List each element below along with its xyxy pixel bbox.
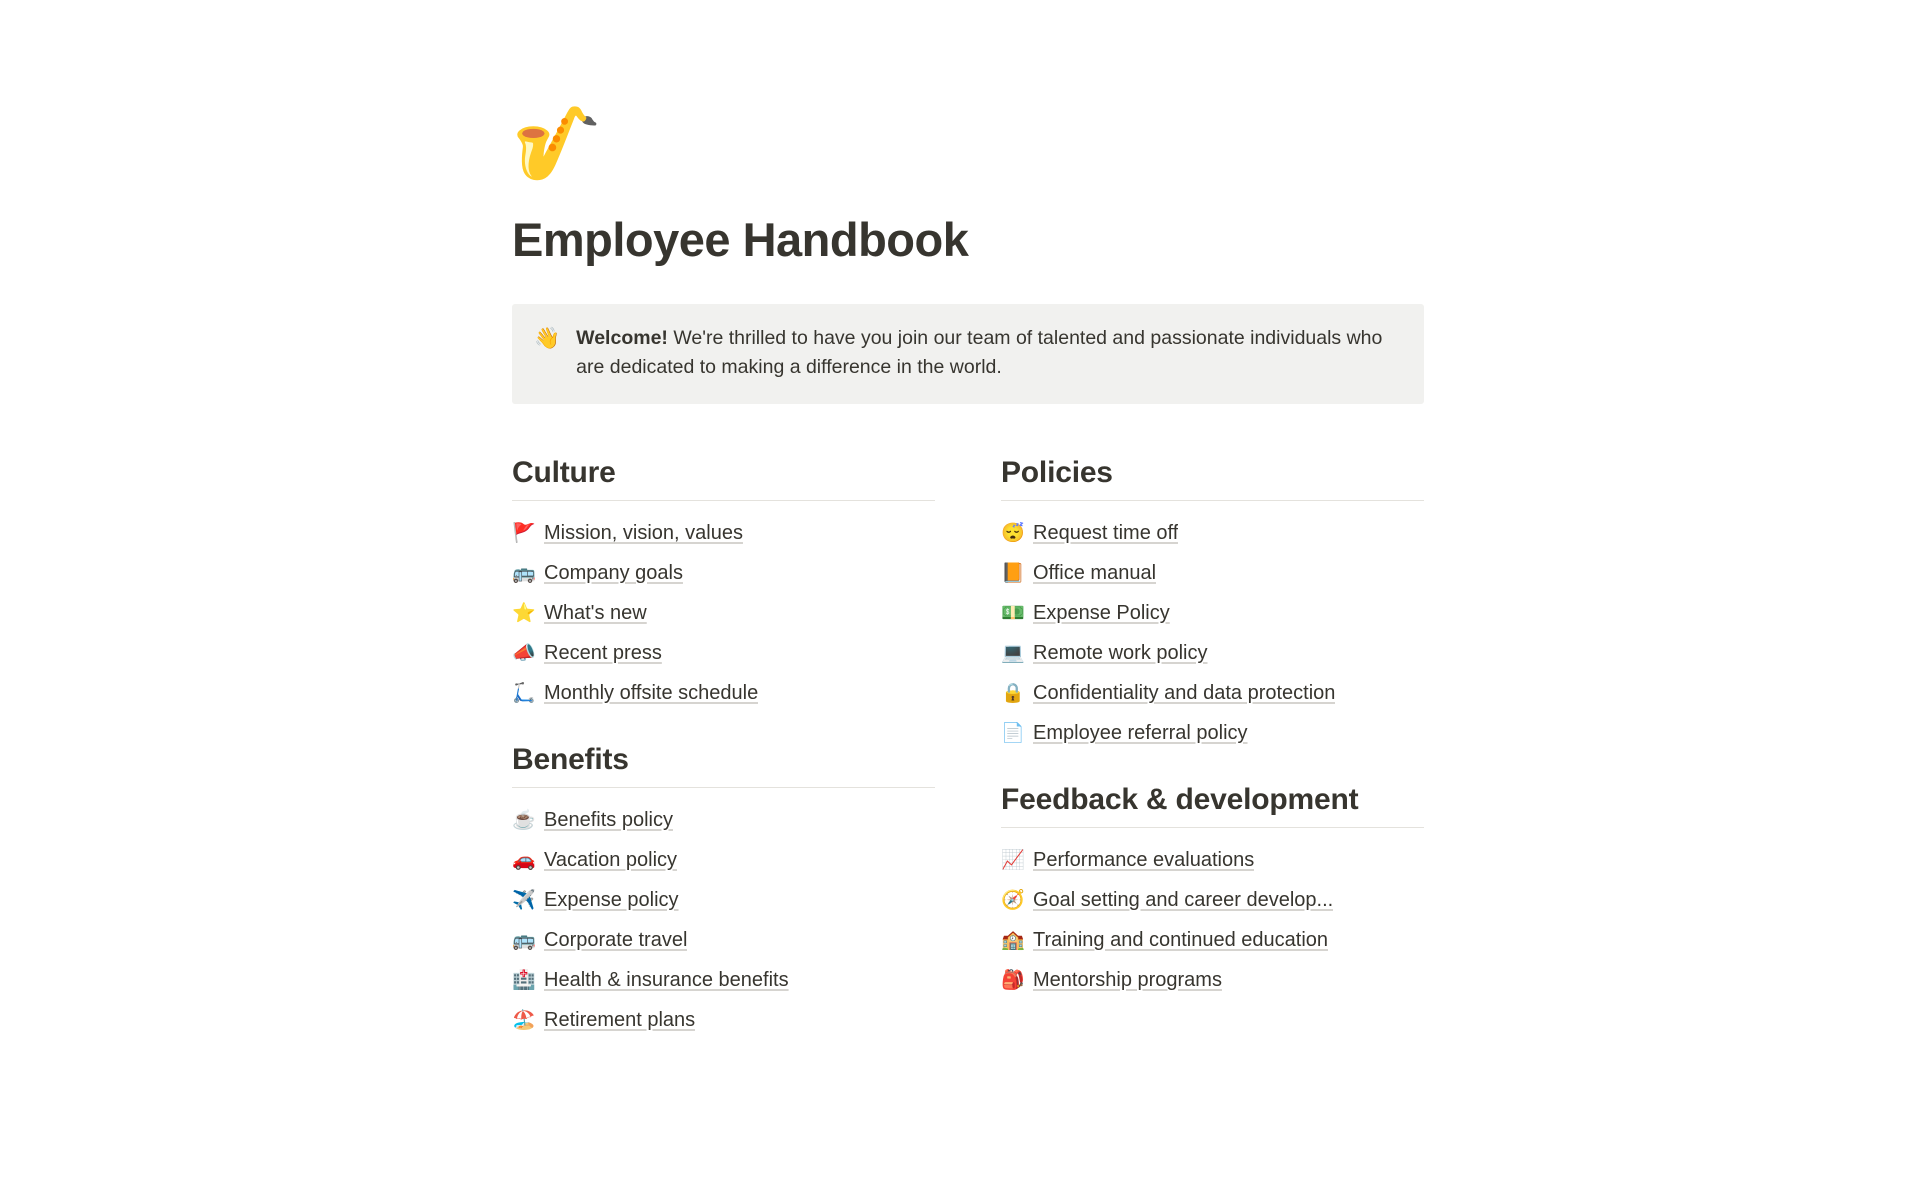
list-item[interactable] bbox=[512, 880, 935, 920]
link-training-and-continued-education[interactable]: Training and continued education bbox=[1033, 929, 1329, 952]
page-title: Employee Handbook bbox=[512, 213, 969, 266]
link-vacation-policy[interactable]: Vacation policy bbox=[544, 849, 678, 872]
list-item[interactable] bbox=[512, 1000, 935, 1040]
document-content bbox=[512, 104, 1424, 1066]
section-culture bbox=[512, 456, 935, 713]
link-whats-new[interactable]: What's new bbox=[544, 602, 647, 625]
airplane-icon: ✈️ bbox=[512, 889, 536, 911]
welcome-callout bbox=[512, 304, 1424, 405]
beach-icon: 🏖️ bbox=[512, 1009, 536, 1031]
list-item[interactable] bbox=[512, 513, 935, 553]
megaphone-icon: 📣 bbox=[512, 642, 536, 664]
link-corporate-travel[interactable]: Corporate travel bbox=[544, 929, 688, 952]
list-item[interactable] bbox=[1001, 633, 1424, 673]
list-item[interactable] bbox=[1001, 880, 1424, 920]
waving-hand-icon: 👋 bbox=[534, 326, 561, 350]
list-item[interactable] bbox=[1001, 513, 1424, 553]
link-health-insurance-benefits[interactable]: Health & insurance benefits bbox=[544, 969, 789, 992]
link-mission-vision-values[interactable]: Mission, vision, values bbox=[544, 522, 743, 545]
link-office-manual[interactable]: Office manual bbox=[1033, 562, 1157, 585]
section-benefits bbox=[512, 743, 935, 1040]
sleeping-face-icon: 😴 bbox=[1001, 522, 1025, 544]
backpack-icon: 🎒 bbox=[1001, 969, 1025, 991]
link-employee-referral-policy[interactable]: Employee referral policy bbox=[1033, 722, 1248, 745]
list-item[interactable] bbox=[512, 840, 935, 880]
welcome-callout-text bbox=[576, 324, 1402, 383]
link-list-policies bbox=[1001, 513, 1424, 753]
laptop-icon: 💻 bbox=[1001, 642, 1025, 664]
link-goal-setting-and-career-development[interactable]: Goal setting and career develop... bbox=[1033, 889, 1334, 912]
lock-icon: 🔒 bbox=[1001, 682, 1025, 704]
school-icon: 🏫 bbox=[1001, 929, 1025, 951]
list-item[interactable] bbox=[512, 593, 935, 633]
section-divider bbox=[1001, 500, 1424, 501]
list-item[interactable] bbox=[1001, 593, 1424, 633]
right-column bbox=[1001, 456, 1424, 1066]
star-icon: ⭐ bbox=[512, 602, 536, 624]
bus-icon: 🚌 bbox=[512, 929, 536, 951]
section-title-feedback-development: Feedback & development bbox=[1001, 783, 1359, 817]
compass-icon: 🧭 bbox=[1001, 889, 1025, 911]
list-item[interactable] bbox=[1001, 553, 1424, 593]
link-expense-policy[interactable]: Expense policy bbox=[544, 889, 679, 912]
orange-book-icon: 📙 bbox=[1001, 562, 1025, 584]
link-confidentiality-and-data-protection[interactable]: Confidentiality and data protection bbox=[1033, 682, 1336, 705]
list-item[interactable] bbox=[1001, 840, 1424, 880]
section-divider bbox=[1001, 827, 1424, 828]
link-list-feedback-development bbox=[1001, 840, 1424, 1000]
section-policies bbox=[1001, 456, 1424, 753]
hospital-icon: 🏥 bbox=[512, 969, 536, 991]
list-item[interactable] bbox=[512, 673, 935, 713]
section-title-policies: Policies bbox=[1001, 456, 1113, 490]
page-icon: 📄 bbox=[1001, 722, 1025, 744]
link-recent-press[interactable]: Recent press bbox=[544, 642, 662, 665]
welcome-callout-body: We're thrilled to have you join our team of talented and passionate individuals who are dedicated to making a difference in the world. bbox=[576, 326, 1383, 378]
list-item[interactable] bbox=[512, 633, 935, 673]
link-performance-evaluations[interactable]: Performance evaluations bbox=[1033, 849, 1255, 872]
chart-increasing-icon: 📈 bbox=[1001, 849, 1025, 871]
list-item[interactable] bbox=[1001, 713, 1424, 753]
saxophone-icon: 🎷 bbox=[512, 104, 602, 184]
list-item[interactable] bbox=[1001, 673, 1424, 713]
flag-icon: 🚩 bbox=[512, 522, 536, 544]
money-icon: 💵 bbox=[1001, 602, 1025, 624]
link-company-goals[interactable]: Company goals bbox=[544, 562, 683, 585]
scooter-icon: 🛴 bbox=[512, 682, 536, 704]
coffee-icon: ☕ bbox=[512, 809, 536, 831]
link-expense-policy[interactable]: Expense Policy bbox=[1033, 602, 1170, 625]
car-icon: 🚗 bbox=[512, 849, 536, 871]
link-monthly-offsite-schedule[interactable]: Monthly offsite schedule bbox=[544, 682, 759, 705]
section-title-culture: Culture bbox=[512, 456, 616, 490]
list-item[interactable] bbox=[1001, 960, 1424, 1000]
list-item[interactable] bbox=[512, 960, 935, 1000]
link-columns bbox=[512, 456, 1424, 1066]
list-item[interactable] bbox=[512, 800, 935, 840]
section-divider bbox=[512, 787, 935, 788]
link-list-benefits bbox=[512, 800, 935, 1040]
link-list-culture bbox=[512, 513, 935, 713]
link-remote-work-policy[interactable]: Remote work policy bbox=[1033, 642, 1208, 665]
list-item[interactable] bbox=[1001, 920, 1424, 960]
link-retirement-plans[interactable]: Retirement plans bbox=[544, 1009, 696, 1032]
left-column bbox=[512, 456, 935, 1066]
list-item[interactable] bbox=[512, 920, 935, 960]
section-divider bbox=[512, 500, 935, 501]
link-benefits-policy[interactable]: Benefits policy bbox=[544, 809, 673, 832]
section-title-benefits: Benefits bbox=[512, 743, 629, 777]
welcome-callout-lead: Welcome! bbox=[576, 326, 668, 349]
list-item[interactable] bbox=[512, 553, 935, 593]
link-mentorship-programs[interactable]: Mentorship programs bbox=[1033, 969, 1222, 992]
link-request-time-off[interactable]: Request time off bbox=[1033, 522, 1179, 545]
section-feedback-development bbox=[1001, 783, 1424, 1000]
bus-icon: 🚌 bbox=[512, 562, 536, 584]
